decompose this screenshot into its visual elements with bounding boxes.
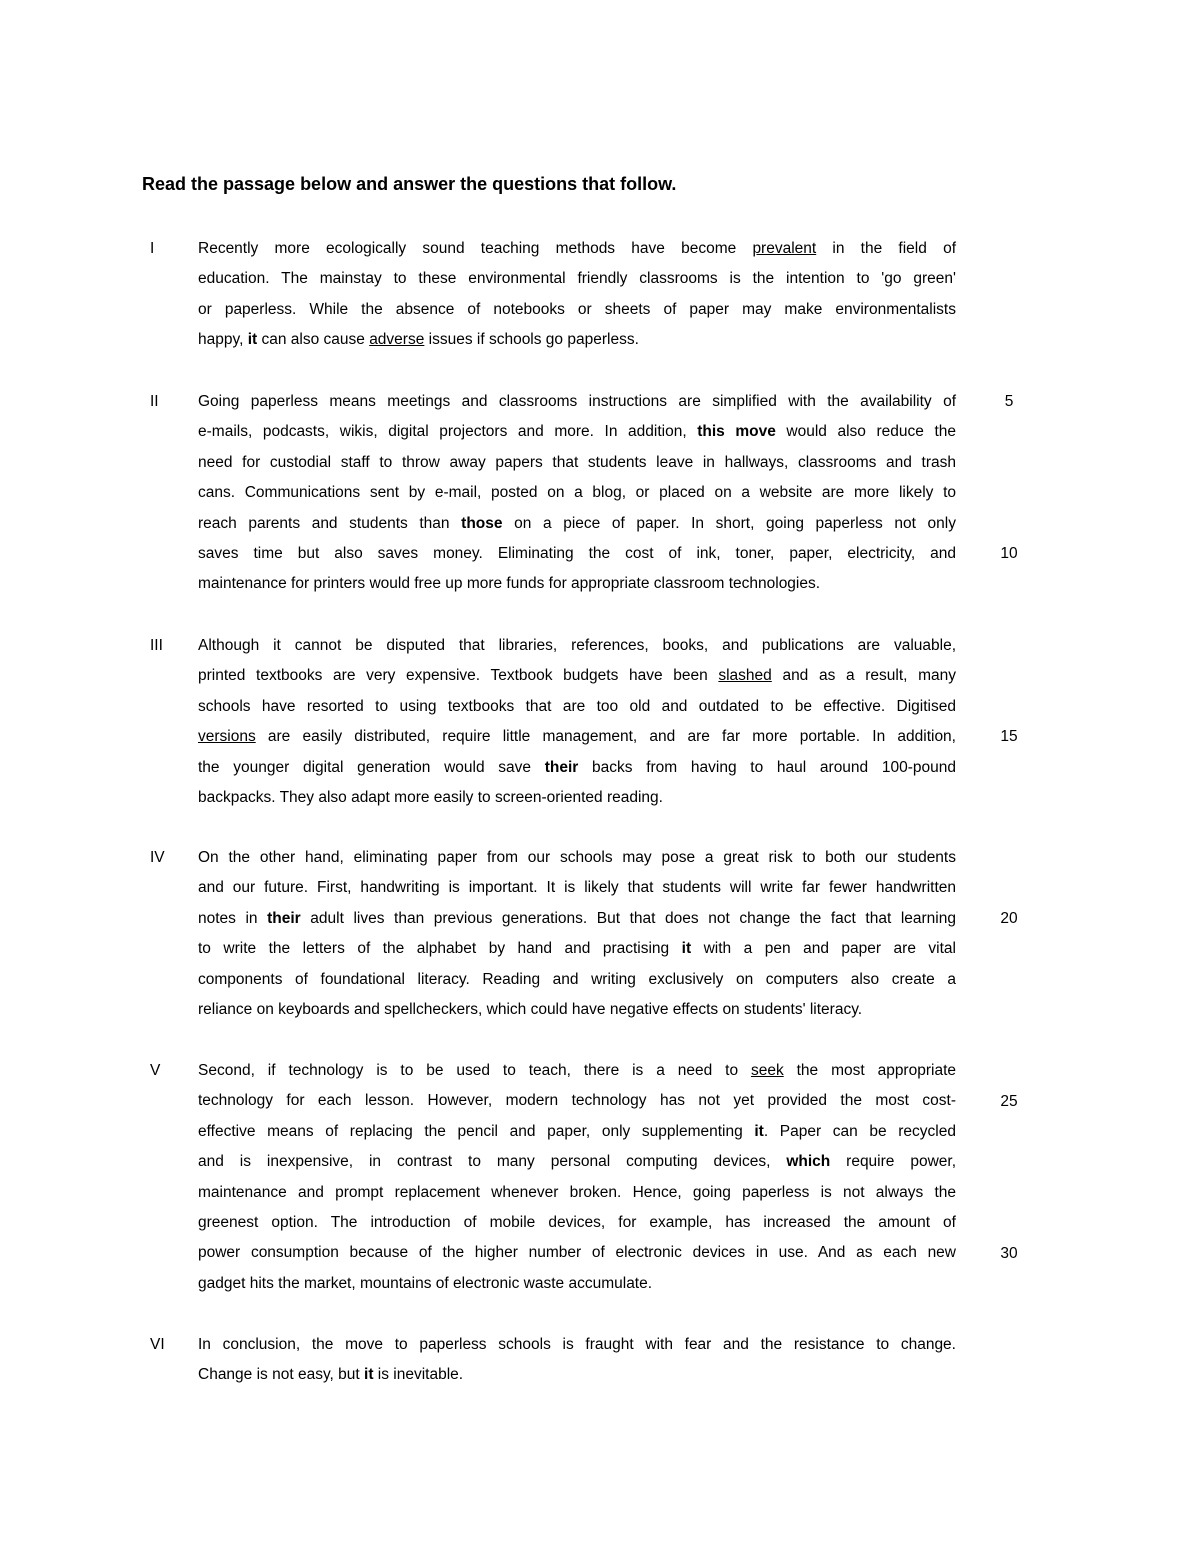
text-run: Recently more ecologically sound teaching methods have become [198, 240, 753, 257]
text-run: power consumption because of the higher number of electronic devices in use. And as each new [198, 1244, 956, 1262]
text-run: . Paper can be recycled [763, 1122, 956, 1140]
passage-line [198, 753, 956, 783]
line-number: 15 [1000, 728, 1018, 745]
text-run: would also reduce the [775, 423, 956, 441]
text-run: cans. Communications sent by e-mail, posted on a blog, or placed on a website are more likely to [198, 484, 956, 502]
passage-line [198, 1086, 956, 1116]
text-run: Going paperless means meetings and classrooms instructions are simplified with the availability of [198, 393, 956, 410]
text-run: e-mails, podcasts, wikis, digital projectors and more. In addition, [198, 423, 698, 441]
text-run: effective means of replacing the pencil and paper, only supplementing [198, 1122, 755, 1140]
passage-instruction: Read the passage below and answer the questions that follow. [142, 174, 677, 194]
text-run: Second, if technology is to be used to teach, there is a need to [198, 1062, 751, 1079]
text-run: In conclusion, the move to paperless schools is fraught with fear and the resistance to change. [198, 1336, 956, 1353]
text-run: greenest option. The introduction of mobile devices, for example, has increased the amount of [198, 1214, 956, 1231]
text-run: and our future. First, handwriting is important. It is likely that students will write far fewer handwritten [198, 879, 956, 897]
line-number: 20 [1000, 910, 1018, 927]
text-run: notes in [198, 909, 268, 927]
passage-line [198, 934, 956, 964]
text-run: are easily distributed, require little management, and are far more portable. In addition, [255, 728, 956, 746]
text-run: and as a result, many [771, 667, 956, 685]
line-number: 10 [1000, 545, 1018, 562]
bold-reference-word: this move [697, 423, 776, 441]
paragraph-number: VI [150, 1336, 165, 1353]
text-run: backs from having to haul around 100-pound [578, 758, 956, 776]
text-run: is inevitable. [373, 1366, 464, 1384]
text-run: reach parents and students than [198, 514, 462, 532]
paragraph-number: I [150, 240, 155, 257]
text-run: or paperless. While the absence of notebooks or sheets of paper may make environmentalists [198, 300, 956, 318]
bold-reference-word: it [681, 940, 692, 958]
text-run: maintenance for printers would free up more funds for appropriate classroom technologies. [198, 575, 821, 593]
passage-line [198, 1269, 956, 1299]
passage-line [198, 1238, 956, 1268]
text-run: the younger digital generation would save [198, 758, 545, 776]
underlined-word: adverse [369, 331, 425, 349]
underlined-word: slashed [718, 667, 772, 685]
passage-line [198, 478, 956, 508]
bold-reference-word: their [267, 909, 301, 927]
bold-reference-word: it [364, 1366, 374, 1384]
passage-line [198, 722, 956, 752]
underlined-word: versions [198, 728, 256, 746]
text-run: maintenance and prompt replacement whenever broken. Hence, going paperless is not always the [198, 1183, 956, 1201]
passage-line [198, 295, 956, 325]
passage-line [198, 965, 956, 995]
passage-line [198, 539, 956, 569]
passage-line [198, 1208, 956, 1238]
passage-line [198, 417, 956, 447]
passage-line [198, 448, 956, 478]
passage-line [198, 509, 956, 539]
bold-reference-word: it [754, 1122, 764, 1140]
passage-line [198, 1147, 956, 1177]
text-run: Change is not easy, but [198, 1366, 365, 1384]
line-number: 5 [1004, 393, 1014, 410]
passage-line [198, 873, 956, 903]
underlined-word: seek [750, 1062, 784, 1079]
bold-reference-word: it [247, 331, 258, 349]
text-run: printed textbooks are very expensive. Textbook budgets have been [198, 667, 719, 685]
text-run: and is inexpensive, in contrast to many personal computing devices, [198, 1153, 787, 1171]
text-run: need for custodial staff to throw away papers that students leave in hallways, classrooms and trash [198, 453, 956, 471]
passage-line [198, 264, 956, 294]
paragraph-number: V [150, 1062, 161, 1079]
bold-reference-word: those [461, 514, 503, 532]
passage-line [198, 631, 956, 661]
text-run: with a pen and paper are vital [691, 940, 956, 958]
passage-line [198, 661, 956, 691]
line-number: 25 [1000, 1093, 1018, 1110]
text-run: backpacks. They also adapt more easily to screen-oriented reading. [198, 789, 663, 806]
passage-line [198, 387, 956, 417]
text-run: can also cause [257, 331, 370, 349]
text-run: happy, [198, 331, 248, 349]
text-run: issues if schools go paperless. [424, 331, 639, 349]
text-run: on a piece of paper. In short, going paperless not only [502, 514, 956, 532]
passage-line [198, 692, 956, 722]
passage-line [198, 1178, 956, 1208]
passage-line [198, 995, 956, 1025]
text-run: adult lives than previous generations. But that does not change the fact that learning [300, 909, 956, 927]
passage-line [198, 1117, 956, 1147]
text-run: saves time but also saves money. Eliminating the cost of ink, toner, paper, electricity, and [198, 545, 956, 562]
underlined-word: prevalent [752, 240, 817, 257]
text-run: to write the letters of the alphabet by hand and practising [198, 940, 682, 958]
text-run: education. The mainstay to these environmental friendly classrooms is the intention to 'go green' [198, 270, 956, 288]
text-run: the most appropriate [783, 1062, 956, 1079]
passage-line [198, 1360, 956, 1390]
text-run: schools have resorted to using textbooks that are too old and outdated to be effective. Digitised [198, 697, 956, 715]
paragraph-number: IV [150, 849, 165, 866]
text-run: gadget hits the market, mountains of electronic waste accumulate. [198, 1274, 653, 1292]
passage-line [198, 325, 956, 355]
line-number: 30 [1000, 1245, 1018, 1262]
passage-line [198, 904, 956, 934]
passage-line [198, 569, 956, 599]
text-run: require power, [830, 1153, 956, 1171]
text-run: technology for each lesson. However, modern technology has not yet provided the most cost- [198, 1092, 956, 1110]
text-run: On the other hand, eliminating paper from our schools may pose a great risk to both our students [198, 849, 956, 866]
bold-reference-word: which [786, 1153, 831, 1171]
passage-line [198, 234, 956, 264]
text-run: in the field of [816, 240, 956, 257]
passage-line [198, 1330, 956, 1360]
text-run: Although it cannot be disputed that libraries, references, books, and publications are valuable, [198, 637, 956, 654]
passage-line [198, 783, 956, 813]
paragraph-number: III [150, 637, 163, 654]
paragraph-number: II [150, 393, 159, 410]
passage-line [198, 843, 956, 873]
bold-reference-word: their [544, 758, 579, 776]
text-run: components of foundational literacy. Reading and writing exclusively on computers also create a [198, 970, 956, 988]
passage-line [198, 1056, 956, 1086]
text-run: reliance on keyboards and spellcheckers, which could have negative effects on students' literacy. [198, 1001, 863, 1018]
